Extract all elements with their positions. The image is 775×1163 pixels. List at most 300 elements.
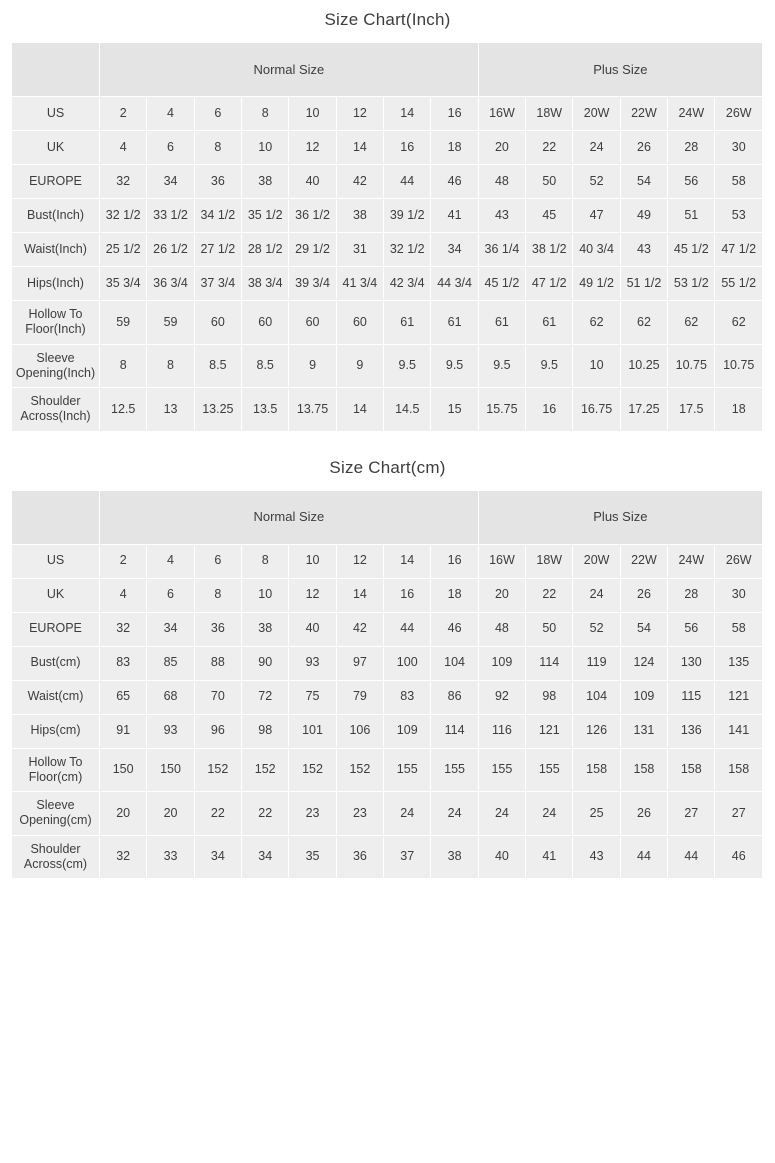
cell: 109 [478, 646, 525, 680]
group-header-plus-size: Plus Size [478, 43, 762, 97]
cell: 39 3/4 [289, 267, 336, 301]
cell: 60 [289, 301, 336, 345]
cell: 32 [100, 835, 147, 879]
cell: 109 [384, 714, 431, 748]
cell: 155 [431, 748, 478, 792]
cell: 15.75 [478, 388, 525, 432]
cell: 12 [336, 97, 383, 131]
table-row [12, 131, 763, 165]
cell: 8 [242, 97, 289, 131]
cell: 79 [336, 680, 383, 714]
cell: 119 [573, 646, 620, 680]
cell: 44 [384, 165, 431, 199]
cell: 62 [668, 301, 715, 345]
cell: 155 [384, 748, 431, 792]
group-header-corner [12, 43, 100, 97]
cell: 45 1/2 [478, 267, 525, 301]
cell: 4 [100, 578, 147, 612]
cell: 10 [289, 97, 336, 131]
cell: 86 [431, 680, 478, 714]
size-table-inch-body [12, 43, 763, 432]
cell: 31 [336, 233, 383, 267]
cell: 152 [289, 748, 336, 792]
cell: 12 [289, 131, 336, 165]
row-label-sleeve-opening: Sleeve Opening(Inch) [12, 344, 100, 388]
cell: 33 1/2 [147, 199, 194, 233]
cell: 28 [668, 131, 715, 165]
row-label-hollow-to-floor: Hollow To Floor(cm) [12, 748, 100, 792]
cell: 34 [431, 233, 478, 267]
table-row [12, 835, 763, 879]
cell: 8 [147, 344, 194, 388]
cell: 101 [289, 714, 336, 748]
cell: 10.75 [715, 344, 763, 388]
cell: 43 [478, 199, 525, 233]
cell: 4 [147, 97, 194, 131]
size-table-cm [11, 490, 763, 880]
group-header-normal-size: Normal Size [100, 43, 479, 97]
table-row [12, 714, 763, 748]
size-table-cm-body [12, 490, 763, 879]
cell: 45 [526, 199, 573, 233]
cell: 34 [242, 835, 289, 879]
cell: 158 [668, 748, 715, 792]
cell: 50 [526, 165, 573, 199]
cell: 126 [573, 714, 620, 748]
cell: 12 [289, 578, 336, 612]
cell: 27 [715, 792, 763, 836]
cell: 46 [431, 612, 478, 646]
cell: 4 [100, 131, 147, 165]
cell: 155 [526, 748, 573, 792]
cell: 4 [147, 544, 194, 578]
row-label-us: US [12, 544, 100, 578]
cell: 14 [384, 97, 431, 131]
cell: 22 [194, 792, 241, 836]
cell: 41 [526, 835, 573, 879]
cell: 26 [620, 792, 667, 836]
cell: 10.75 [668, 344, 715, 388]
cell: 104 [573, 680, 620, 714]
cell: 60 [242, 301, 289, 345]
row-label-us: US [12, 97, 100, 131]
row-label-bust: Bust(cm) [12, 646, 100, 680]
cell: 38 3/4 [242, 267, 289, 301]
cell: 22 [526, 578, 573, 612]
cell: 90 [242, 646, 289, 680]
cell: 25 [573, 792, 620, 836]
cell: 40 [289, 165, 336, 199]
cell: 26 1/2 [147, 233, 194, 267]
cell: 33 [147, 835, 194, 879]
cell: 34 1/2 [194, 199, 241, 233]
size-chart-inch-section [0, 0, 775, 432]
cell: 54 [620, 165, 667, 199]
cell: 40 3/4 [573, 233, 620, 267]
cell: 16 [384, 131, 431, 165]
cell: 18 [431, 131, 478, 165]
cell: 14 [336, 131, 383, 165]
cell: 26 [620, 131, 667, 165]
cell: 24 [431, 792, 478, 836]
cell: 16 [384, 578, 431, 612]
cell: 20W [573, 544, 620, 578]
cell: 22W [620, 97, 667, 131]
row-label-europe: EUROPE [12, 165, 100, 199]
cell: 20W [573, 97, 620, 131]
cell: 91 [100, 714, 147, 748]
cell: 32 1/2 [100, 199, 147, 233]
cell: 10 [242, 578, 289, 612]
cell: 51 1/2 [620, 267, 667, 301]
cell: 49 [620, 199, 667, 233]
cell: 8 [242, 544, 289, 578]
table-row [12, 165, 763, 199]
cell: 25 1/2 [100, 233, 147, 267]
cell: 56 [668, 165, 715, 199]
cell: 53 [715, 199, 763, 233]
cell: 115 [668, 680, 715, 714]
table-row [12, 612, 763, 646]
cell: 17.5 [668, 388, 715, 432]
group-header-row-inch [12, 43, 763, 97]
cell: 35 3/4 [100, 267, 147, 301]
cell: 124 [620, 646, 667, 680]
cell: 65 [100, 680, 147, 714]
cell: 47 1/2 [715, 233, 763, 267]
cell: 22 [242, 792, 289, 836]
cell: 9.5 [478, 344, 525, 388]
cell: 116 [478, 714, 525, 748]
cell: 8 [194, 578, 241, 612]
cell: 10 [573, 344, 620, 388]
cell: 135 [715, 646, 763, 680]
cell: 44 [384, 612, 431, 646]
table-row [12, 97, 763, 131]
cell: 114 [526, 646, 573, 680]
cell: 18 [431, 578, 478, 612]
cell: 88 [194, 646, 241, 680]
cell: 42 [336, 165, 383, 199]
cell: 59 [147, 301, 194, 345]
table-row [12, 680, 763, 714]
cell: 37 [384, 835, 431, 879]
cell: 59 [100, 301, 147, 345]
cell: 6 [147, 578, 194, 612]
table-row [12, 301, 763, 345]
cell: 93 [289, 646, 336, 680]
group-header-corner [12, 490, 100, 544]
cell: 44 [620, 835, 667, 879]
cell: 26W [715, 97, 763, 131]
cell: 93 [147, 714, 194, 748]
cell: 24 [478, 792, 525, 836]
cell: 60 [194, 301, 241, 345]
cell: 2 [100, 97, 147, 131]
cell: 18 [715, 388, 763, 432]
cell: 92 [478, 680, 525, 714]
cell: 62 [715, 301, 763, 345]
table-row [12, 344, 763, 388]
cell: 9.5 [431, 344, 478, 388]
cell: 150 [147, 748, 194, 792]
page-title-inch: Size Chart(Inch) [324, 10, 451, 29]
cell: 70 [194, 680, 241, 714]
table-row [12, 646, 763, 680]
table-row [12, 578, 763, 612]
cell: 8 [194, 131, 241, 165]
cell: 104 [431, 646, 478, 680]
row-label-uk: UK [12, 578, 100, 612]
cell: 17.25 [620, 388, 667, 432]
cell: 35 [289, 835, 336, 879]
cell: 61 [478, 301, 525, 345]
cell: 24W [668, 97, 715, 131]
cell: 62 [620, 301, 667, 345]
cell: 40 [478, 835, 525, 879]
cell: 36 [336, 835, 383, 879]
cell: 28 [668, 578, 715, 612]
cell: 29 1/2 [289, 233, 336, 267]
cell: 72 [242, 680, 289, 714]
cell: 141 [715, 714, 763, 748]
cell: 34 [147, 612, 194, 646]
cell: 42 [336, 612, 383, 646]
cell: 38 [336, 199, 383, 233]
cell: 13.5 [242, 388, 289, 432]
cell: 13.25 [194, 388, 241, 432]
cell: 36 3/4 [147, 267, 194, 301]
cell: 46 [431, 165, 478, 199]
group-header-row-cm [12, 490, 763, 544]
row-label-hollow-to-floor: Hollow To Floor(Inch) [12, 301, 100, 345]
cell: 75 [289, 680, 336, 714]
cell: 20 [147, 792, 194, 836]
cell: 46 [715, 835, 763, 879]
cell: 42 3/4 [384, 267, 431, 301]
cell: 50 [526, 612, 573, 646]
cell: 13 [147, 388, 194, 432]
cell: 23 [336, 792, 383, 836]
cell: 98 [526, 680, 573, 714]
cell: 85 [147, 646, 194, 680]
cell: 6 [194, 97, 241, 131]
cell: 20 [478, 578, 525, 612]
cell: 56 [668, 612, 715, 646]
cell: 22 [526, 131, 573, 165]
cell: 53 1/2 [668, 267, 715, 301]
cell: 45 1/2 [668, 233, 715, 267]
cell: 130 [668, 646, 715, 680]
table-row [12, 199, 763, 233]
cell: 20 [478, 131, 525, 165]
cell: 24W [668, 544, 715, 578]
cell: 61 [431, 301, 478, 345]
table-row [12, 748, 763, 792]
cell: 16 [431, 97, 478, 131]
cell: 24 [526, 792, 573, 836]
cell: 155 [478, 748, 525, 792]
cell: 109 [620, 680, 667, 714]
cell: 121 [526, 714, 573, 748]
cell: 38 [431, 835, 478, 879]
cell: 8.5 [242, 344, 289, 388]
cell: 106 [336, 714, 383, 748]
cell: 6 [194, 544, 241, 578]
cell: 26W [715, 544, 763, 578]
cell: 47 1/2 [526, 267, 573, 301]
group-header-plus-size: Plus Size [478, 490, 762, 544]
cell: 8 [100, 344, 147, 388]
cell: 12.5 [100, 388, 147, 432]
cell: 38 [242, 165, 289, 199]
cell: 32 [100, 612, 147, 646]
cell: 34 [147, 165, 194, 199]
cell: 49 1/2 [573, 267, 620, 301]
cell: 158 [715, 748, 763, 792]
cell: 61 [384, 301, 431, 345]
row-label-hips: Hips(Inch) [12, 267, 100, 301]
cell: 38 1/2 [526, 233, 573, 267]
cell: 10 [289, 544, 336, 578]
cell: 54 [620, 612, 667, 646]
cell: 2 [100, 544, 147, 578]
cell: 44 3/4 [431, 267, 478, 301]
cell: 61 [526, 301, 573, 345]
cell: 150 [100, 748, 147, 792]
cell: 9 [336, 344, 383, 388]
table-row [12, 792, 763, 836]
cell: 114 [431, 714, 478, 748]
cell: 158 [573, 748, 620, 792]
cell: 32 1/2 [384, 233, 431, 267]
cell: 47 [573, 199, 620, 233]
cell: 152 [242, 748, 289, 792]
row-label-hips: Hips(cm) [12, 714, 100, 748]
cell: 55 1/2 [715, 267, 763, 301]
cell: 28 1/2 [242, 233, 289, 267]
row-label-waist: Waist(cm) [12, 680, 100, 714]
cell: 9.5 [526, 344, 573, 388]
cell: 16W [478, 97, 525, 131]
cell: 27 1/2 [194, 233, 241, 267]
cell: 58 [715, 165, 763, 199]
row-label-europe: EUROPE [12, 612, 100, 646]
cell: 58 [715, 612, 763, 646]
cell: 131 [620, 714, 667, 748]
cell: 8.5 [194, 344, 241, 388]
row-label-shoulder-across: Shoulder Across(Inch) [12, 388, 100, 432]
cell: 48 [478, 612, 525, 646]
size-chart-cm-section [0, 448, 775, 880]
cell: 96 [194, 714, 241, 748]
cell: 18W [526, 544, 573, 578]
cell: 43 [573, 835, 620, 879]
cell: 16 [431, 544, 478, 578]
cell: 41 [431, 199, 478, 233]
cell: 52 [573, 612, 620, 646]
cell: 36 1/4 [478, 233, 525, 267]
row-label-uk: UK [12, 131, 100, 165]
cell: 41 3/4 [336, 267, 383, 301]
cell: 62 [573, 301, 620, 345]
cell: 18W [526, 97, 573, 131]
row-label-waist: Waist(Inch) [12, 233, 100, 267]
row-label-bust: Bust(Inch) [12, 199, 100, 233]
cell: 10 [242, 131, 289, 165]
cell: 68 [147, 680, 194, 714]
cell: 152 [336, 748, 383, 792]
cell: 26 [620, 578, 667, 612]
cell: 9 [289, 344, 336, 388]
row-label-shoulder-across: Shoulder Across(cm) [12, 835, 100, 879]
group-header-normal-size: Normal Size [100, 490, 479, 544]
cell: 16.75 [573, 388, 620, 432]
cell: 83 [100, 646, 147, 680]
cell: 158 [620, 748, 667, 792]
table-row [12, 544, 763, 578]
cell: 36 [194, 165, 241, 199]
cell: 14 [384, 544, 431, 578]
cell: 97 [336, 646, 383, 680]
cell: 15 [431, 388, 478, 432]
cell: 52 [573, 165, 620, 199]
cell: 34 [194, 835, 241, 879]
size-table-inch [11, 42, 763, 432]
cell: 14.5 [384, 388, 431, 432]
cell: 20 [100, 792, 147, 836]
table-row [12, 233, 763, 267]
cell: 27 [668, 792, 715, 836]
cell: 14 [336, 578, 383, 612]
cell: 39 1/2 [384, 199, 431, 233]
cell: 98 [242, 714, 289, 748]
cell: 37 3/4 [194, 267, 241, 301]
cell: 24 [573, 578, 620, 612]
cell: 32 [100, 165, 147, 199]
cell: 23 [289, 792, 336, 836]
cell: 44 [668, 835, 715, 879]
page-title-cm: Size Chart(cm) [329, 457, 446, 477]
cell: 40 [289, 612, 336, 646]
cell: 83 [384, 680, 431, 714]
cell: 12 [336, 544, 383, 578]
cell: 14 [336, 388, 383, 432]
row-label-sleeve-opening: Sleeve Opening(cm) [12, 792, 100, 836]
cell: 152 [194, 748, 241, 792]
cell: 136 [668, 714, 715, 748]
cell: 22W [620, 544, 667, 578]
cell: 24 [573, 131, 620, 165]
cell: 10.25 [620, 344, 667, 388]
cell: 60 [336, 301, 383, 345]
cell: 36 [194, 612, 241, 646]
cell: 30 [715, 131, 763, 165]
cell: 9.5 [384, 344, 431, 388]
cell: 100 [384, 646, 431, 680]
table-row [12, 267, 763, 301]
section-divider [0, 432, 775, 444]
cell: 30 [715, 578, 763, 612]
cell: 121 [715, 680, 763, 714]
cell: 35 1/2 [242, 199, 289, 233]
cell: 24 [384, 792, 431, 836]
table-row [12, 388, 763, 432]
cell: 51 [668, 199, 715, 233]
cell: 13.75 [289, 388, 336, 432]
cell: 43 [620, 233, 667, 267]
cell: 16 [526, 388, 573, 432]
